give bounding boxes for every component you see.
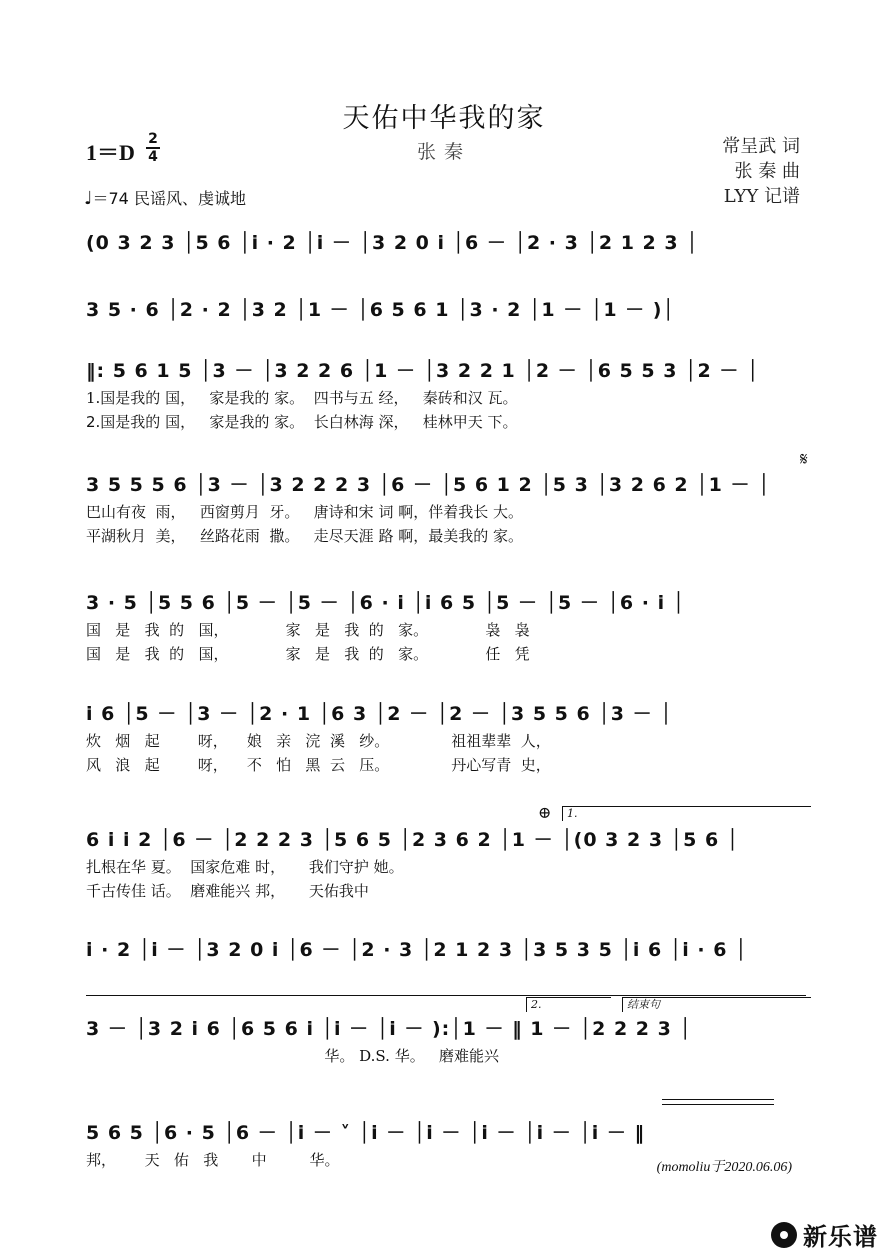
score-line-7 — [86, 825, 806, 903]
lyric-verse-1: 巴山有夜 雨， 西窗剪月 牙。 唐诗和宋 词 啊，伴着我长 大。 — [86, 503, 523, 521]
score-line-4 — [86, 470, 806, 548]
system-line — [86, 995, 806, 996]
tempo-text: ＝74 民谣风、虔诚地 — [92, 189, 246, 208]
record-disc-icon — [771, 1222, 797, 1248]
notes-line: 3 5 5 5 6 │3 － │3 2 2 2 3 │6 － │5 6 1 2 │5 3 │3 2 6 2 │1 － │ — [86, 474, 771, 496]
volta-bracket-1 — [562, 806, 811, 821]
score-title: 天佑中华我的家 — [342, 103, 546, 134]
score-line-6 — [86, 699, 806, 777]
lyric-verse-2: 国 是 我 的 国， 家 是 我 的 家。 任 凭 — [86, 645, 530, 663]
lyric-verse-1: 国 是 我 的 国， 家 是 我 的 家。 袅 袅 — [86, 621, 530, 639]
time-signature-top: 2 — [148, 131, 158, 147]
notes-line: 5 6 5 │6 · 5 │6 － │i － ˅ │i － │i － │i － │i － │i － ‖ — [86, 1122, 646, 1144]
notes-line: i 6 │5 － │3 － │2 · 1 │6 3 │2 － │2 － │3 5 5 6 │3 － │ — [86, 703, 673, 725]
credits — [722, 134, 800, 209]
lyric-verse-2: 千古传佳 话。 磨难能兴 邦， 天佑我中 — [86, 882, 369, 900]
notes-line: (0 3 2 3 │5 6 │i · 2 │i － │3 2 0 i │6 － │2 · 3 │2 1 2 3 │ — [86, 232, 699, 254]
notes-line: 3 · 5 │5 5 6 │5 － │5 － │6 · i │i 6 5 │5 － │5 － │6 · i │ — [86, 592, 686, 614]
notes-line: 3 5 · 6 │2 · 2 │3 2 │1 － │6 5 6 1 │3 · 2 │1 － │1 － )│ — [86, 299, 675, 321]
logo-text: 新乐谱 — [803, 1223, 878, 1251]
lyricist: 常呈武 词 — [722, 136, 800, 157]
score-line-8 — [86, 935, 806, 965]
volta-1-label: 1. — [567, 807, 578, 820]
score-line-1 — [86, 228, 806, 258]
transcriber: LYY 记谱 — [723, 186, 800, 207]
lyric-verse-2: 2.国是我的 国， 家是我的 家。 长白林海 深， 桂林甲天 下。 — [86, 413, 518, 431]
lyric-verse-1: 扎根在华 夏。 国家危难 时， 我们守护 她。 — [86, 858, 404, 876]
quarter-note-icon: ♩ — [84, 188, 93, 209]
coda-icon: ⊕ — [538, 803, 552, 822]
tempo-marking — [84, 186, 246, 209]
score-line-3 — [86, 356, 806, 434]
notes-line: ‖: 5 6 1 5 │3 － │3 2 2 6 │1 － │3 2 2 1 │2 － │6 5 5 3 │2 － │ — [86, 360, 760, 382]
lyric-verse-1: 炊 烟 起 呀， 娘 亲 浣 溪 纱。 祖祖辈辈 人， — [86, 732, 551, 750]
notes-line: 3 － │3 2 i 6 │6 5 6 i │i － │i － ):│1 － ‖ 1 － │2 2 2 3 │ — [86, 1018, 692, 1040]
lyric-verse-2: 平湖秋月 美， 丝路花雨 撒。 走尽天涯 路 啊，最美我的 家。 — [86, 527, 523, 545]
composer: 张 秦 曲 — [734, 161, 800, 182]
score-line-2 — [86, 295, 806, 325]
segno-icon: 𝄋 — [800, 449, 808, 470]
key-signature: 1＝D — [86, 140, 135, 165]
lyric-ending: 华。 D.S. 华。 磨难能兴 — [86, 1047, 500, 1065]
subtitle: 张秦 — [416, 141, 471, 163]
notes-line: 6 i i 2 │6 － │2 2 2 3 │5 6 5 │2 3 6 2 │1 － │(0 3 2 3 │5 6 │ — [86, 829, 740, 851]
time-signature-bottom: 4 — [148, 149, 158, 165]
notes-line: i · 2 │i － │3 2 0 i │6 － │2 · 3 │2 1 2 3 │3 5 3 5 │i 6 │i · 6 │ — [86, 939, 748, 961]
crescendo-line — [662, 1104, 774, 1105]
score-line-5 — [86, 588, 806, 666]
volta-bracket-2 — [526, 997, 611, 1012]
lyric-verse-1: 1.国是我的 国， 家是我的 家。 四书与五 经， 秦砖和汉 瓦。 — [86, 389, 518, 407]
coda-label: 结束句 — [627, 998, 660, 1011]
volta-2-label: 2. — [531, 998, 542, 1011]
coda-bracket — [622, 997, 811, 1012]
score-line-9 — [86, 1014, 806, 1068]
lyric-ending: 邦， 天 佑 我 中 华。 — [86, 1151, 340, 1169]
transcription-signature: (momoliu于2020.06.06) — [656, 1160, 792, 1175]
site-logo — [771, 1217, 878, 1252]
lyric-verse-2: 风 浪 起 呀， 不 怕 黑 云 压。 丹心写青 史， — [86, 756, 551, 774]
crescendo-line — [662, 1099, 774, 1100]
